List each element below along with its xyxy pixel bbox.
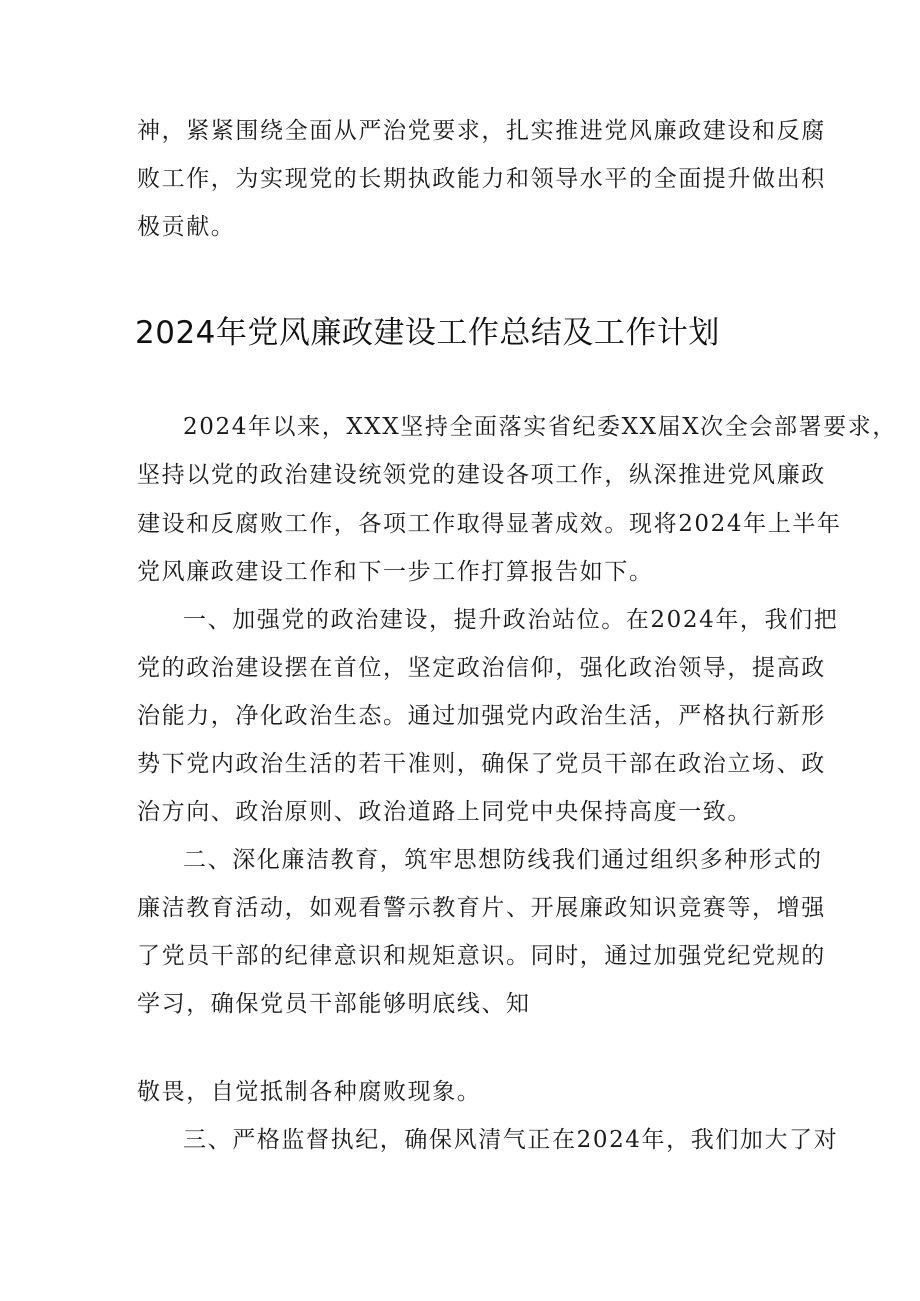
paragraph-1-line-4: 党风廉政建设工作和下一步工作打算报告如下。 [137, 559, 654, 585]
document-title: 2024年党风廉政建设工作总结及工作计划 [135, 315, 720, 351]
paragraph-2-line-5: 治方向、政治原则、政治道路上同党中央保持高度一致。 [137, 799, 752, 825]
paragraph-2-line-1: 一、加强党的政治建设，提升政治站位。在2024年，我们把 [183, 607, 839, 633]
paragraph-2-line-2: 党的政治建设摆在首位，坚定政治信仰，强化政治领导，提高政 [137, 655, 826, 681]
paragraph-2-line-3: 治能力，净化政治生态。通过加强党内政治生活，严格执行新形 [137, 703, 826, 729]
paragraph-3-line-2: 廉洁教育活动，如观看警示教育片、开展廉政知识竞赛等，增强 [137, 895, 826, 921]
paragraph-2-line-4: 势下党内政治生活的若干准则，确保了党员干部在政治立场、政 [137, 751, 826, 777]
paragraph-1-line-2: 坚持以党的政治建设统领党的建设各项工作，纵深推进党风廉政 [137, 462, 826, 488]
intro-line-1: 神，紧紧围绕全面从严治党要求，扎实推进党风廉政建设和反腐 [137, 118, 826, 144]
paragraph-3-line-1: 二、深化廉洁教育，筑牢思想防线我们通过组织多种形式的 [183, 847, 823, 873]
paragraph-5-line-1: 三、严格监督执纪，确保风清气正在2024年，我们加大了对 [183, 1127, 839, 1153]
intro-line-3: 极贡献。 [137, 214, 236, 240]
intro-line-2: 败工作，为实现党的长期执政能力和领导水平的全面提升做出积 [137, 166, 826, 192]
paragraph-3-line-3: 了党员干部的纪律意识和规矩意识。同时，通过加强党纪党规的 [137, 943, 826, 969]
paragraph-1-line-1: 2024年以来，XXX坚持全面落实省纪委XX届X次全会部署要求， [183, 414, 897, 440]
paragraph-1-line-3: 建设和反腐败工作，各项工作取得显著成效。现将2024年上半年 [137, 511, 842, 537]
paragraph-4-line-1: 敬畏，自觉抵制各种腐败现象。 [137, 1079, 482, 1105]
paragraph-3-line-4: 学习，确保党员干部能够明底线、知 [137, 991, 531, 1017]
